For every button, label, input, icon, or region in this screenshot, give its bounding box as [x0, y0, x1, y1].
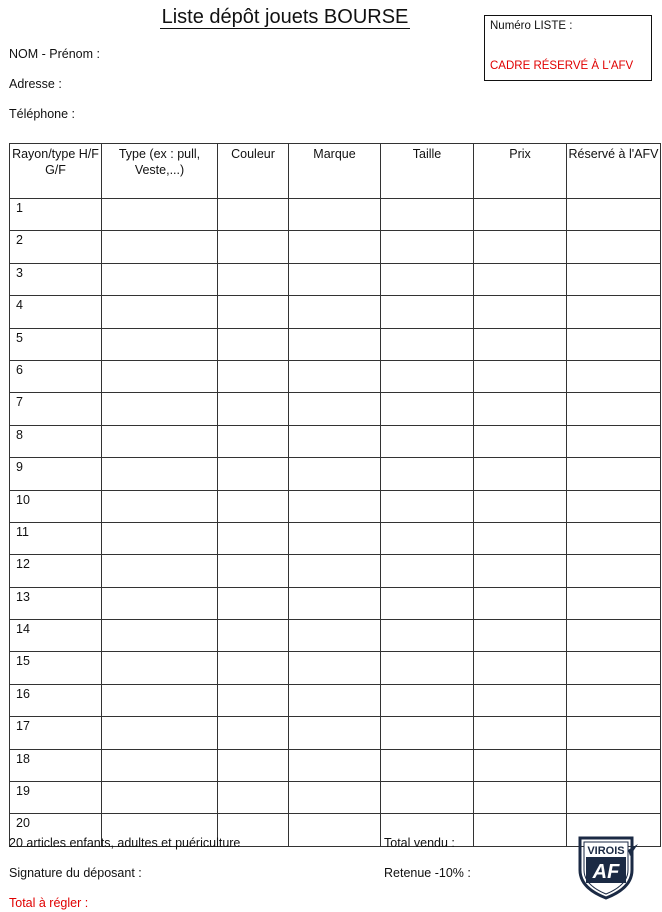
table-cell[interactable] — [381, 328, 474, 360]
row-number: 17 — [10, 717, 102, 749]
table-cell[interactable] — [381, 587, 474, 619]
table-cell[interactable] — [474, 231, 567, 263]
deposit-table — [9, 143, 661, 847]
table-cell[interactable] — [102, 522, 218, 554]
table-cell[interactable] — [289, 555, 381, 587]
column-header-taille: Taille — [381, 144, 474, 199]
table-cell[interactable] — [567, 782, 661, 814]
table-cell[interactable] — [567, 328, 661, 360]
table-cell[interactable] — [381, 199, 474, 231]
table-cell[interactable] — [474, 296, 567, 328]
table-cell[interactable] — [289, 522, 381, 554]
table-cell[interactable] — [289, 717, 381, 749]
phone-field-label: Téléphone : — [9, 107, 76, 121]
table-cell[interactable] — [218, 360, 289, 392]
table-cell[interactable] — [567, 263, 661, 295]
logo-monogram: AF — [592, 861, 620, 883]
row-number: 4 — [10, 296, 102, 328]
table-cell[interactable] — [474, 814, 567, 846]
row-number: 19 — [10, 782, 102, 814]
table-row — [10, 522, 661, 554]
table-cell[interactable] — [102, 587, 218, 619]
table-cell[interactable] — [289, 296, 381, 328]
table-cell[interactable] — [474, 555, 567, 587]
table-cell[interactable] — [218, 458, 289, 490]
table-cell[interactable] — [381, 522, 474, 554]
table-row — [10, 490, 661, 522]
table-cell[interactable] — [474, 620, 567, 652]
total-sold-label: Total vendu : — [384, 836, 455, 850]
table-cell[interactable] — [474, 522, 567, 554]
row-number: 7 — [10, 393, 102, 425]
table-cell[interactable] — [567, 393, 661, 425]
row-number: 18 — [10, 749, 102, 781]
table-cell[interactable] — [218, 652, 289, 684]
shield-logo-icon — [570, 830, 642, 902]
table-cell[interactable] — [102, 263, 218, 295]
address-field-label: Adresse : — [9, 77, 62, 91]
table-row — [10, 360, 661, 392]
table-cell[interactable] — [381, 296, 474, 328]
table-cell[interactable] — [218, 393, 289, 425]
table-row — [10, 199, 661, 231]
table-cell[interactable] — [381, 490, 474, 522]
table-cell[interactable] — [218, 263, 289, 295]
list-number-label: Numéro LISTE : — [490, 20, 573, 32]
table-cell[interactable] — [218, 620, 289, 652]
table-cell[interactable] — [567, 749, 661, 781]
column-header-couleur: Couleur — [218, 144, 289, 199]
table-cell[interactable] — [218, 587, 289, 619]
row-number: 10 — [10, 490, 102, 522]
table-cell[interactable] — [218, 425, 289, 457]
row-number: 14 — [10, 620, 102, 652]
total-due-label: Total à régler : — [9, 896, 89, 910]
row-number: 9 — [10, 458, 102, 490]
table-cell[interactable] — [102, 393, 218, 425]
table-row — [10, 749, 661, 781]
table-cell[interactable] — [381, 425, 474, 457]
table-cell[interactable] — [218, 328, 289, 360]
table-row — [10, 620, 661, 652]
table-cell[interactable] — [289, 490, 381, 522]
table-cell[interactable] — [474, 684, 567, 716]
table-cell[interactable] — [102, 782, 218, 814]
table-cell[interactable] — [474, 328, 567, 360]
table-cell[interactable] — [567, 555, 661, 587]
table-cell[interactable] — [289, 782, 381, 814]
table-cell[interactable] — [289, 425, 381, 457]
row-number: 3 — [10, 263, 102, 295]
row-number: 6 — [10, 360, 102, 392]
row-number: 20 — [10, 814, 102, 846]
table-row — [10, 425, 661, 457]
name-field-label: NOM - Prénom : — [9, 47, 100, 61]
table-body — [10, 199, 661, 847]
table-cell[interactable] — [381, 458, 474, 490]
row-number: 2 — [10, 231, 102, 263]
table-cell[interactable] — [289, 749, 381, 781]
table-cell[interactable] — [567, 360, 661, 392]
table-cell[interactable] — [218, 296, 289, 328]
table-cell[interactable] — [474, 425, 567, 457]
table-cell[interactable] — [289, 684, 381, 716]
table-cell[interactable] — [381, 684, 474, 716]
table-cell[interactable] — [567, 684, 661, 716]
table-cell[interactable] — [474, 263, 567, 295]
table-cell[interactable] — [381, 782, 474, 814]
table-cell[interactable] — [289, 328, 381, 360]
table-cell[interactable] — [567, 652, 661, 684]
table-cell[interactable] — [474, 458, 567, 490]
table-row — [10, 263, 661, 295]
table-cell[interactable] — [567, 490, 661, 522]
table-cell[interactable] — [102, 717, 218, 749]
table-cell[interactable] — [567, 231, 661, 263]
table-row — [10, 458, 661, 490]
table-cell[interactable] — [289, 652, 381, 684]
row-number: 12 — [10, 555, 102, 587]
table-cell[interactable] — [474, 587, 567, 619]
table-cell[interactable] — [381, 360, 474, 392]
table-cell[interactable] — [289, 263, 381, 295]
table-cell[interactable] — [218, 490, 289, 522]
row-number: 16 — [10, 684, 102, 716]
table-row — [10, 393, 661, 425]
table-cell[interactable] — [218, 782, 289, 814]
table-cell[interactable] — [474, 490, 567, 522]
signature-label: Signature du déposant : — [9, 866, 142, 880]
table-row — [10, 782, 661, 814]
table-cell[interactable] — [102, 684, 218, 716]
column-header-rayon: Rayon/type H/F G/F — [10, 144, 102, 199]
retention-label: Retenue -10% : — [384, 866, 471, 880]
table-cell[interactable] — [381, 555, 474, 587]
table-cell[interactable] — [567, 620, 661, 652]
table-cell[interactable] — [102, 555, 218, 587]
table-cell[interactable] — [567, 522, 661, 554]
table-cell[interactable] — [381, 652, 474, 684]
row-number: 13 — [10, 587, 102, 619]
table-cell[interactable] — [381, 393, 474, 425]
table-cell[interactable] — [474, 360, 567, 392]
table-cell[interactable] — [218, 555, 289, 587]
row-number: 15 — [10, 652, 102, 684]
table-cell[interactable] — [218, 522, 289, 554]
table-cell[interactable] — [567, 587, 661, 619]
table-cell[interactable] — [474, 393, 567, 425]
table-cell[interactable] — [289, 814, 381, 846]
table-cell[interactable] — [102, 620, 218, 652]
afv-reserved-box — [484, 15, 652, 81]
table-cell[interactable] — [218, 199, 289, 231]
table-cell[interactable] — [567, 199, 661, 231]
table-cell[interactable] — [474, 199, 567, 231]
table-cell[interactable] — [381, 263, 474, 295]
row-number: 11 — [10, 522, 102, 554]
table-cell[interactable] — [102, 425, 218, 457]
table-cell[interactable] — [289, 393, 381, 425]
table-row — [10, 555, 661, 587]
table-cell[interactable] — [474, 652, 567, 684]
table-cell[interactable] — [289, 587, 381, 619]
articles-note: 20 articles enfants, adultes et puériculture — [9, 836, 241, 850]
logo-brand-text: VIROIS — [587, 845, 625, 857]
table-cell[interactable] — [567, 296, 661, 328]
table-cell[interactable] — [474, 749, 567, 781]
table-cell[interactable] — [218, 717, 289, 749]
table-cell[interactable] — [567, 425, 661, 457]
table-cell[interactable] — [218, 684, 289, 716]
table-row — [10, 328, 661, 360]
table-cell[interactable] — [474, 782, 567, 814]
column-header-prix: Prix — [474, 144, 567, 199]
table-cell[interactable] — [381, 717, 474, 749]
table-cell[interactable] — [102, 490, 218, 522]
table-cell[interactable] — [218, 231, 289, 263]
table-row — [10, 231, 661, 263]
table-cell[interactable] — [381, 749, 474, 781]
table-cell[interactable] — [289, 620, 381, 652]
table-cell[interactable] — [381, 620, 474, 652]
table-header-row — [10, 144, 661, 199]
table-cell[interactable] — [289, 199, 381, 231]
table-cell[interactable] — [102, 458, 218, 490]
table-cell[interactable] — [289, 231, 381, 263]
table-cell[interactable] — [102, 749, 218, 781]
table-cell[interactable] — [567, 458, 661, 490]
table-cell[interactable] — [102, 652, 218, 684]
table-row — [10, 587, 661, 619]
table-cell[interactable] — [102, 328, 218, 360]
row-number: 1 — [10, 199, 102, 231]
table-row — [10, 652, 661, 684]
reserved-label: CADRE RÉSERVÉ À L'AFV — [490, 60, 634, 72]
row-number: 5 — [10, 328, 102, 360]
table-cell[interactable] — [381, 231, 474, 263]
table-cell[interactable] — [102, 360, 218, 392]
table-row — [10, 684, 661, 716]
table-cell[interactable] — [289, 360, 381, 392]
row-number: 8 — [10, 425, 102, 457]
table-cell[interactable] — [102, 296, 218, 328]
column-header-reserve: Réservé à l'AFV — [567, 144, 661, 199]
table-cell[interactable] — [474, 717, 567, 749]
table-cell[interactable] — [102, 231, 218, 263]
table-cell[interactable] — [289, 458, 381, 490]
column-header-marque: Marque — [289, 144, 381, 199]
page-title-text: Liste dépôt jouets BOURSE — [161, 6, 409, 28]
column-header-type: Type (ex : pull, Veste,...) — [102, 144, 218, 199]
table-row — [10, 296, 661, 328]
table-cell[interactable] — [567, 717, 661, 749]
table-cell[interactable] — [218, 749, 289, 781]
table-row — [10, 717, 661, 749]
table-cell[interactable] — [102, 199, 218, 231]
